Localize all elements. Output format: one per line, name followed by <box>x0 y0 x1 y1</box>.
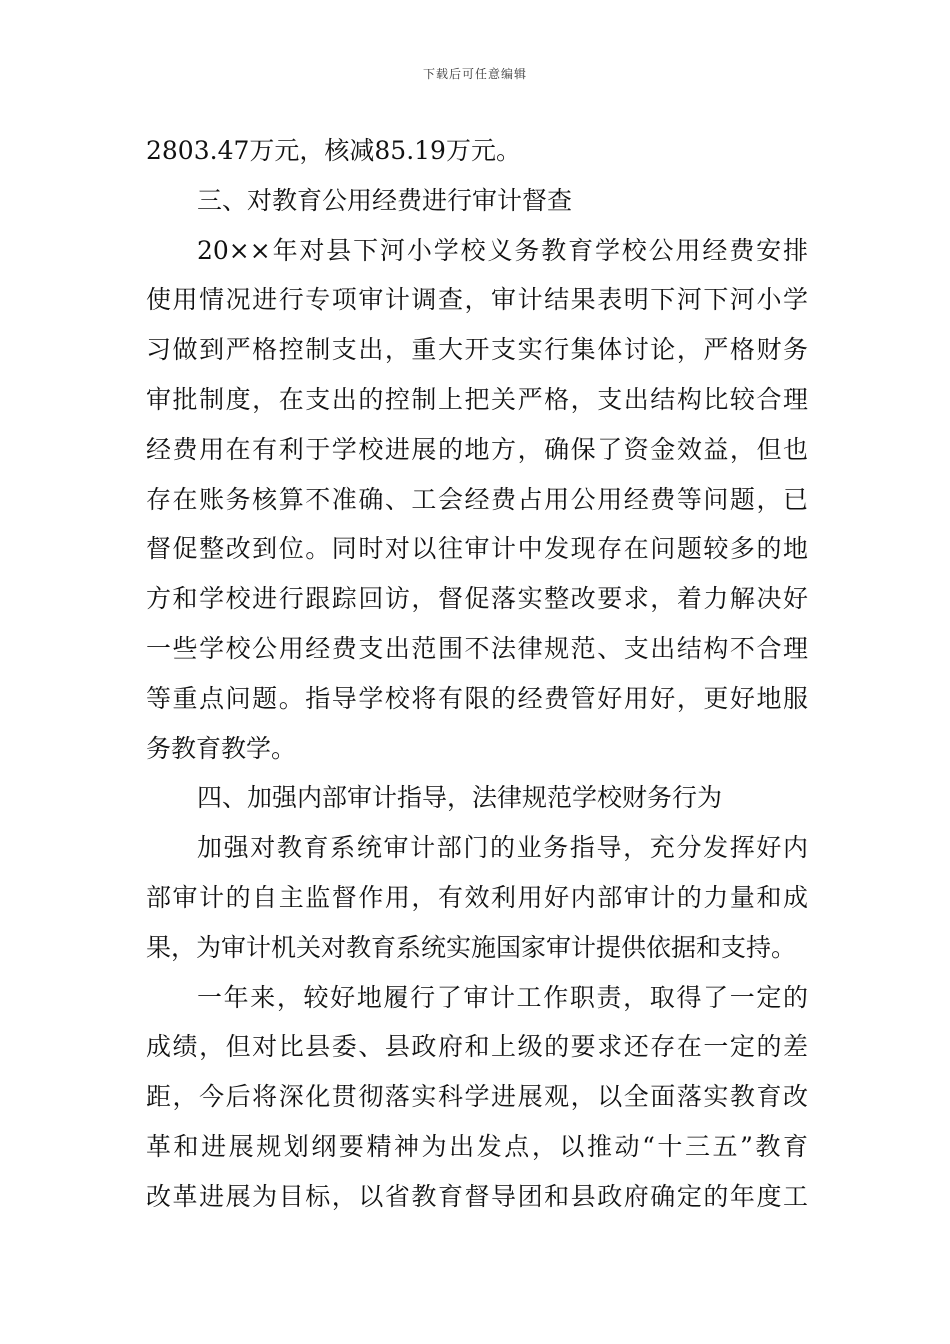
text-line-14: 四、加强内部审计指导，法律规范学校财务行为 <box>197 783 723 813</box>
text-line-18: 一年来，较好地履行了审计工作职责，取得了一定的 <box>197 982 808 1012</box>
text-line-9: 督促整改到位。同时对以往审计中发现存在问题较多的地 <box>146 534 808 564</box>
text-line-15: 加强对教育系统审计部门的业务指导，充分发挥好内 <box>197 833 808 863</box>
text-line-5: 习做到严格控制支出，重大开支实行集体讨论，严格财务 <box>146 335 808 365</box>
text-line-6: 审批制度，在支出的控制上把关严格，支出结构比较合理 <box>146 384 808 414</box>
page-header: 下载后可任意编辑 <box>422 67 527 81</box>
text-line-11: 一些学校公用经费支出范围不法律规范、支出结构不合理 <box>146 633 808 663</box>
text-line-2: 三、对教育公用经费进行审计督查 <box>197 185 573 215</box>
text-line-8: 存在账务核算不准确、工会经费占用公用经费等问题，已 <box>146 484 808 514</box>
text-line-7: 经费用在有利于学校进展的地方，确保了资金效益，但也 <box>146 434 808 464</box>
text-line-20: 距，今后将深化贯彻落实科学进展观，以全面落实教育改 <box>146 1082 808 1112</box>
text-line-19: 成绩，但对比县委、县政府和上级的要求还存在一定的差 <box>146 1032 808 1062</box>
text-line-21: 革和进展规划纲要精神为出发点，以推动“十三五”教育 <box>146 1131 808 1161</box>
text-line-12: 等重点问题。指导学校将有限的经费管好用好，更好地服 <box>146 683 808 713</box>
text-line-1: 2803.47万元，核减85.19万元。 <box>146 136 521 165</box>
document-body <box>146 126 808 1222</box>
text-line-13: 务教育教学。 <box>146 733 297 763</box>
text-line-22: 改革进展为目标，以省教育督导团和县政府确定的年度工 <box>146 1181 808 1211</box>
text-line-10: 方和学校进行跟踪回访，督促落实整改要求，着力解决好 <box>146 584 808 614</box>
text-line-17: 果，为审计机关对教育系统实施国家审计提供依据和支持。 <box>146 932 797 962</box>
text-line-16: 部审计的自主监督作用，有效利用好内部审计的力量和成 <box>146 882 808 912</box>
text-line-4: 使用情况进行专项审计调查，审计结果表明下河下河小学 <box>146 285 808 315</box>
text-line-3: 20××年对县下河小学校义务教育学校公用经费安排 <box>197 235 808 265</box>
